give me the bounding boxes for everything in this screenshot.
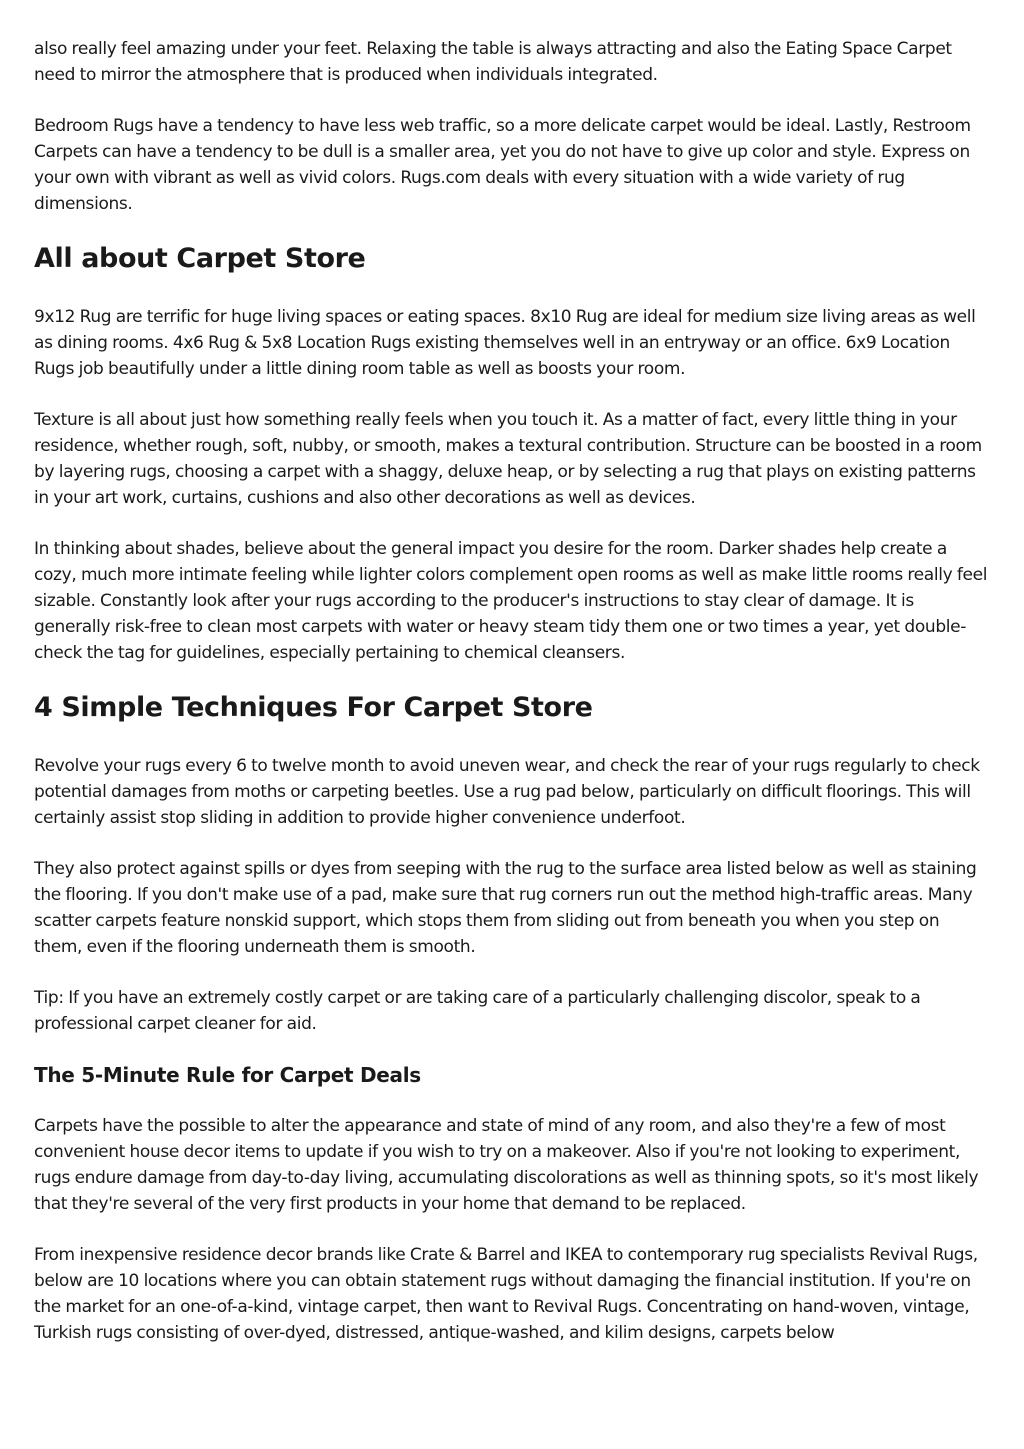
paragraph: Revolve your rugs every 6 to twelve month to avoid uneven wear, and check the rear of your rugs regularly to check potential damages from moths or carpeting beetles. Use a rug pad below, particularly on difficult floorings. This will certainly assist stop sliding in addition to provide higher convenience underfoot. (34, 756, 980, 828)
paragraph: Bedroom Rugs have a tendency to have less web traffic, so a more delicate carpet would be ideal. Lastly, Restroom Carpets can have a tendency to be dull is a smaller area, yet you do not have to give up color and style. Express on your own with vibrant as well as vivid colors. Rugs.com deals with every situation with a wide variety of rug dimensions. (34, 116, 971, 214)
section-heading: 4 Simple Techniques For Carpet Store (34, 692, 593, 723)
paragraph: 9x12 Rug are terrific for huge living spaces or eating spaces. 8x10 Rug are ideal for medium size living areas as well as dining rooms. 4x6 Rug & 5x8 Location Rugs existing themselves well in an entryway or an office. 6x9 Location Rugs job beautifully under a little dining room table as well as boosts your room. (34, 307, 976, 379)
subsection-heading: The 5-Minute Rule for Carpet Deals (34, 1063, 421, 1087)
section-heading: All about Carpet Store (34, 243, 366, 274)
paragraph: In thinking about shades, believe about the general impact you desire for the room. Darker shades help create a cozy, much more intimate feeling while lighter colors complement open rooms as well as make little rooms really feel sizable. Constantly look after your rugs according to the producer's instructions to stay clear of damage. It is generally risk-free to clean most carpets with water or heavy steam tidy them one or two times a year, yet double-check the tag for guidelines, especially pertaining to chemical cleansers. (34, 539, 988, 663)
paragraph: Carpets have the possible to alter the appearance and state of mind of any room, and also they're a few of most convenient house decor items to update if you wish to try on a makeover. Also if you're not looking to experiment, rugs endure damage from day-to-day living, accumulating discolorations as well as thinning spots, so it's most likely that they're several of the very first products in your home that demand to be replaced. (34, 1116, 979, 1214)
paragraph: Tip: If you have an extremely costly carpet or are taking care of a particularly challenging discolor, speak to a professional carpet cleaner for aid. (34, 988, 921, 1034)
paragraph: Texture is all about just how something really feels when you touch it. As a matter of fact, every little thing in your residence, whether rough, soft, nubby, or smooth, makes a textural contribution. Structure can be boosted in a room by layering rugs, choosing a carpet with a shaggy, deluxe heap, or by selecting a rug that plays on existing patterns in your art work, curtains, cushions and also other decorations as well as devices. (34, 410, 982, 508)
paragraph: also really feel amazing under your feet. Relaxing the table is always attracting and also the Eating Space Carpet need to mirror the atmosphere that is produced when individuals integrated. (34, 39, 952, 85)
paragraph: They also protect against spills or dyes from seeping with the rug to the surface area listed below as well as staining the flooring. If you don't make use of a pad, make sure that rug corners run out the method high-traffic areas. Many scatter carpets feature nonskid support, which stops them from sliding out from beneath you when you step on them, even if the flooring underneath them is smooth. (34, 859, 977, 957)
paragraph: From inexpensive residence decor brands like Crate & Barrel and IKEA to contemporary rug specialists Revival Rugs, below are 10 locations where you can obtain statement rugs without damaging the financial institution. If you're on the market for an one-of-a-kind, vintage carpet, then want to Revival Rugs. Concentrating on hand-woven, vintage, Turkish rugs consisting of over-dyed, distressed, antique-washed, and kilim designs, carpets below (34, 1245, 978, 1343)
